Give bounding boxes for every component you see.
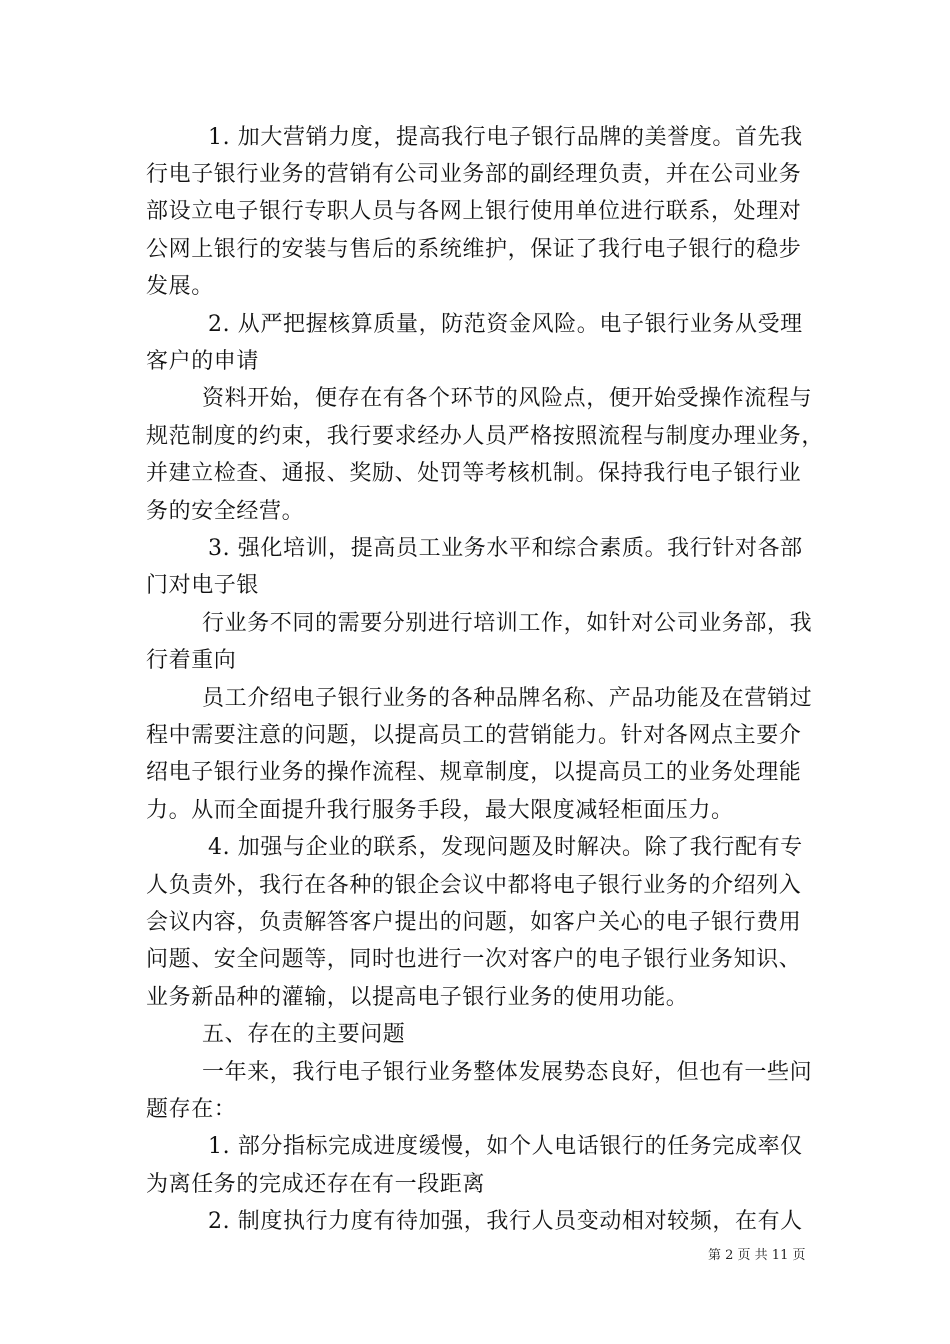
text-line-10: 并建立检查、通报、奖励、处罚等考核机制。保持我行电子银行业 [146, 461, 802, 486]
text-line-24: 业务新品种的灌输，以提高电子银行业务的使用功能。 [146, 985, 689, 1010]
text-line-27: 题存在： [146, 1097, 237, 1122]
text-line-12: 3. 强化培训，提高员工业务水平和综合素质。我行针对各部 [208, 536, 803, 561]
text-line-15: 行着重向 [146, 648, 237, 673]
text-line-18: 绍电子银行业务的操作流程、规章制度，以提高员工的业务处理能 [146, 760, 802, 785]
text-line-20: 4. 加强与企业的联系，发现问题及时解决。除了我行配有专 [208, 835, 803, 860]
text-line-29: 为离任务的完成还存在有一段距离 [146, 1172, 486, 1197]
text-line-17: 程中需要注意的问题，以提高员工的营销能力。针对各网点主要介 [146, 723, 802, 748]
page-number-footer: 第 2 页 共 11 页 [708, 1248, 806, 1263]
text-line-7: 客户的申请 [146, 349, 260, 374]
text-line-1: 1. 加大营销力度，提高我行电子银行品牌的美誉度。首先我 [208, 125, 803, 150]
text-line-28: 1. 部分指标完成进度缓慢，如个人电话银行的任务完成率仅 [208, 1134, 803, 1159]
text-line-23: 问题、安全问题等，同时也进行一次对客户的电子银行业务知识、 [146, 947, 802, 972]
text-line-26: 一年来，我行电子银行业务整体发展势态良好，但也有一些问 [202, 1060, 813, 1085]
text-line-30: 2. 制度执行力度有待加强，我行人员变动相对较频，在有人 [208, 1209, 803, 1234]
text-line-13: 门对电子银 [146, 573, 260, 598]
text-line-22: 会议内容，负责解答客户提出的问题，如客户关心的电子银行费用 [146, 910, 802, 935]
text-line-6: 2. 从严把握核算质量，防范资金风险。电子银行业务从受理 [208, 312, 803, 337]
text-line-21: 人负责外，我行在各种的银企会议中都将电子银行业务的介绍列入 [146, 873, 802, 898]
text-line-8: 资料开始，便存在有各个环节的风险点，便开始受操作流程与 [202, 386, 813, 411]
section-heading: 五、存在的主要问题 [202, 1022, 406, 1047]
text-line-19: 力。从而全面提升我行服务手段，最大限度减轻柜面压力。 [146, 798, 734, 823]
text-line-5: 发展。 [146, 274, 214, 299]
text-line-3: 部设立电子银行专职人员与各网上银行使用单位进行联系，处理对 [146, 199, 802, 224]
text-line-4: 公网上银行的安装与售后的系统维护，保证了我行电子银行的稳步 [146, 237, 802, 262]
text-line-11: 务的安全经营。 [146, 499, 305, 524]
text-line-16: 员工介绍电子银行业务的各种品牌名称、产品功能及在营销过 [202, 686, 813, 711]
text-line-14: 行业务不同的需要分别进行培训工作，如针对公司业务部，我 [202, 611, 813, 636]
text-line-2: 行电子银行业务的营销有公司业务部的副经理负责，并在公司业务 [146, 162, 802, 187]
text-line-9: 规范制度的约束，我行要求经办人员严格按照流程与制度办理业务， [146, 424, 825, 449]
